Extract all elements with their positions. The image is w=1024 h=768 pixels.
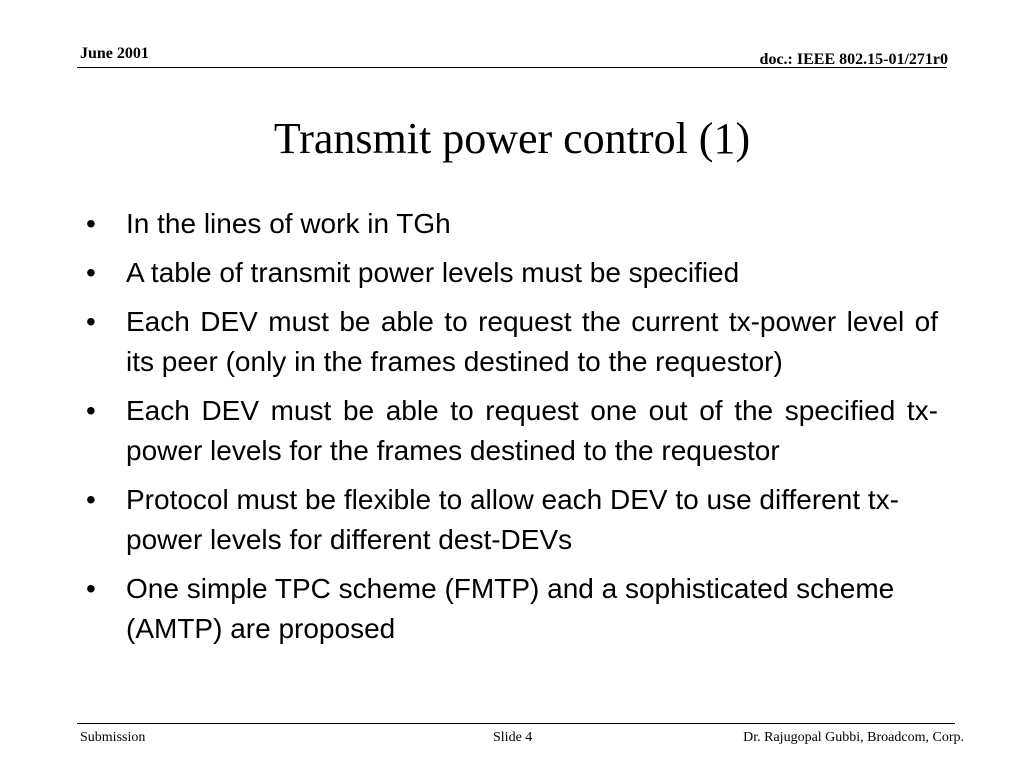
bullet-text: Each DEV must be able to request one out of the specified tx-power levels for the frames destined to the requestor: [126, 395, 938, 466]
bullet-text: A table of transmit power levels must be specified: [126, 257, 740, 288]
bullet-dot-icon: •: [86, 306, 96, 337]
footer-slide-number: Slide 4: [493, 730, 533, 745]
bullet-list: [86, 204, 938, 658]
bullet-text: Each DEV must be able to request the current tx-power level of its peer (only in the frames destined to the requestor): [126, 306, 938, 377]
bullet-item: [86, 204, 938, 244]
bullet-text: Protocol must be flexible to allow each DEV to use different tx-power levels for different dest-DEVs: [126, 484, 899, 555]
bullet-text: One simple TPC scheme (FMTP) and a sophisticated scheme (AMTP) are proposed: [126, 573, 895, 644]
bullet-dot-icon: •: [86, 395, 96, 426]
bullet-item: [86, 302, 938, 382]
footer-submission: Submission: [80, 730, 146, 745]
bullet-dot-icon: •: [86, 257, 96, 288]
bullet-item: [86, 253, 938, 293]
bullet-dot-icon: •: [86, 208, 96, 239]
bullet-dot-icon: •: [86, 573, 96, 604]
bullet-dot-icon: •: [86, 484, 96, 515]
bullet-text: In the lines of work in TGh: [126, 208, 451, 239]
bullet-item: [86, 391, 938, 471]
header-divider: [77, 67, 947, 68]
footer-divider: [77, 723, 955, 724]
bullet-item: [86, 569, 938, 649]
bullet-item: [86, 480, 938, 560]
slide-title: Transmit power control (1): [273, 114, 751, 163]
header-date: June 2001: [80, 45, 149, 62]
footer-author: Dr. Rajugopal Gubbi, Broadcom, Corp.: [743, 730, 964, 745]
header-doc-id: doc.: IEEE 802.15-01/271r0: [759, 51, 948, 68]
